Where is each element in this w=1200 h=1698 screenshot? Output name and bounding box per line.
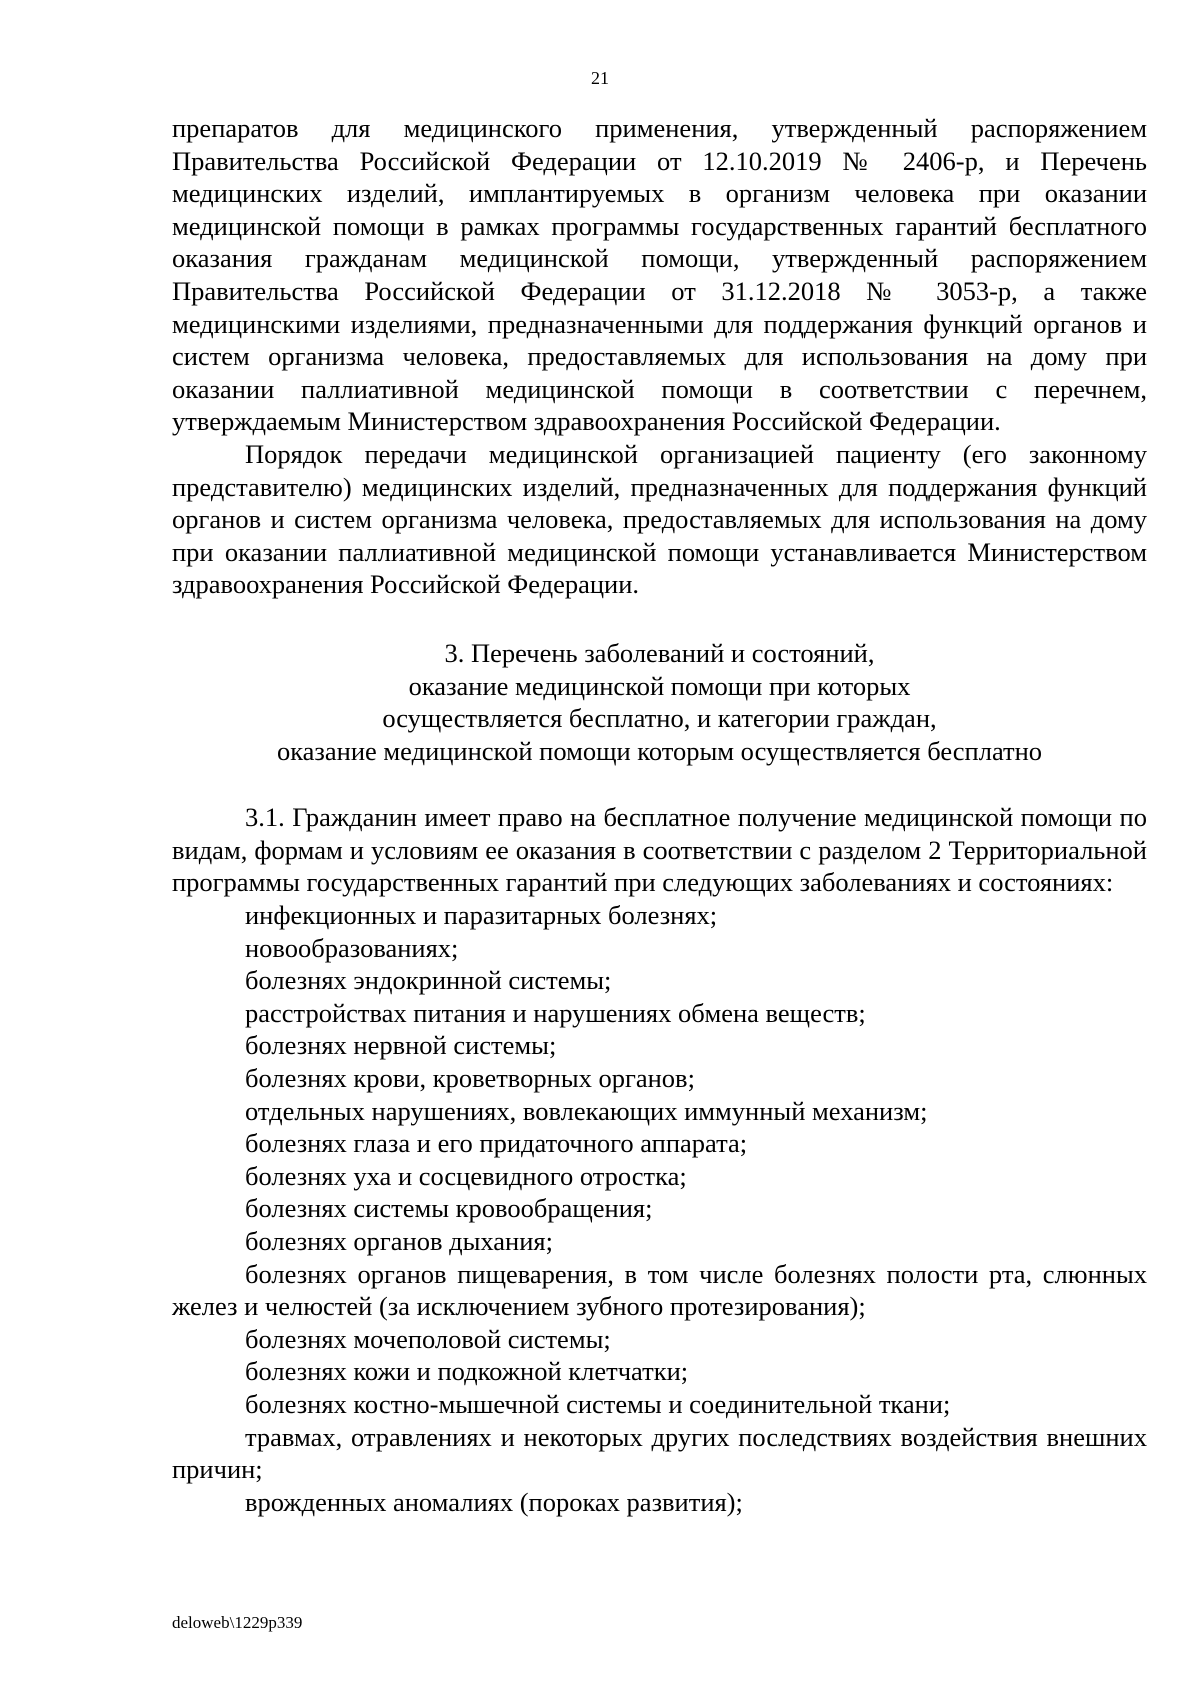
section-heading-line: 3. Перечень заболеваний и состояний,	[444, 637, 875, 668]
list-item: болезнях мочеполовой системы;	[245, 1323, 611, 1354]
list-item: болезнях уха и сосцевидного отростка;	[245, 1160, 687, 1191]
paragraph-continuation: препаратов для медицинского применения, утвержденный распоряжением Правительства Российской Федерации от 12.10.2019 № 2406-р, и Перечень медицинских изделий, имплантируемых в организм человека при оказании медицинской помощи в рамках программы государственных гарантий бесплатного оказания гражданам медицинской помощи, утвержденный распоряжением Правительства Российской Федерации от 31.12.2018 № 3053-р, а также медицинскими изделиями, предназначенными для поддержания функций органов и систем организма человека, предоставляемых для использования на дому при оказании паллиативной медицинской помощи в соответствии с перечнем, утверждаемым Министерством здравоохранения Российской Федерации.	[172, 113, 1147, 437]
list-item: отдельных нарушениях, вовлекающих иммунный механизм;	[245, 1095, 928, 1126]
list-item: болезнях кожи и подкожной клетчатки;	[245, 1356, 689, 1387]
page-number: 21	[591, 68, 609, 88]
paragraph-transfer-procedure: Порядок передачи медицинской организацией пациенту (его законному представителю) медицинских изделий, предназначенных для поддержания функций органов и систем организма человека, предоставляемых для использования на дому при оказании паллиативной медицинской помощи устанавливается Министерством здравоохранения Российской Федерации.	[172, 438, 1147, 600]
paragraph-3-1: 3.1. Гражданин имеет право на бесплатное получение медицинской помощи по видам, формам и условиям ее оказания в соответствии с разделом 2 Территориальной программы государственных гарантий при следующих заболеваниях и состояниях:	[172, 802, 1147, 898]
list-item: болезнях органов дыхания;	[245, 1226, 553, 1256]
footer-file-reference: deloweb\1229p339	[172, 1613, 303, 1632]
list-item: болезнях системы кровообращения;	[245, 1193, 653, 1224]
list-item: болезнях крови, кроветворных органов;	[245, 1063, 695, 1094]
conditions-list	[172, 899, 1147, 1518]
list-item: врожденных аномалиях (пороках развития);	[245, 1486, 743, 1517]
list-item: болезнях глаза и его придаточного аппарата;	[245, 1128, 748, 1159]
section-heading	[172, 637, 1147, 767]
list-item: болезнях органов пищеварения, в том числе болезнях полости рта, слюнных желез и челюстей (за исключением зубного протезирования);	[172, 1258, 1147, 1322]
list-item: болезнях эндокринной системы;	[245, 965, 612, 996]
document-body	[172, 112, 1147, 1518]
section-heading-line: оказание медицинской помощи при которых	[408, 670, 911, 701]
list-item: расстройствах питания и нарушениях обмена веществ;	[245, 997, 866, 1028]
section-heading-line: оказание медицинской помощи которым осуществляется бесплатно	[276, 735, 1043, 766]
list-item: инфекционных и паразитарных болезнях;	[245, 900, 718, 931]
list-item: новообразованиях;	[245, 932, 459, 963]
list-item: травмах, отравлениях и некоторых других последствиях воздействия внешних причин;	[172, 1421, 1147, 1485]
section-heading-line: осуществляется бесплатно, и категории граждан,	[382, 703, 937, 734]
list-item: болезнях костно-мышечной системы и соединительной ткани;	[245, 1388, 951, 1419]
list-item: болезнях нервной системы;	[245, 1030, 557, 1061]
